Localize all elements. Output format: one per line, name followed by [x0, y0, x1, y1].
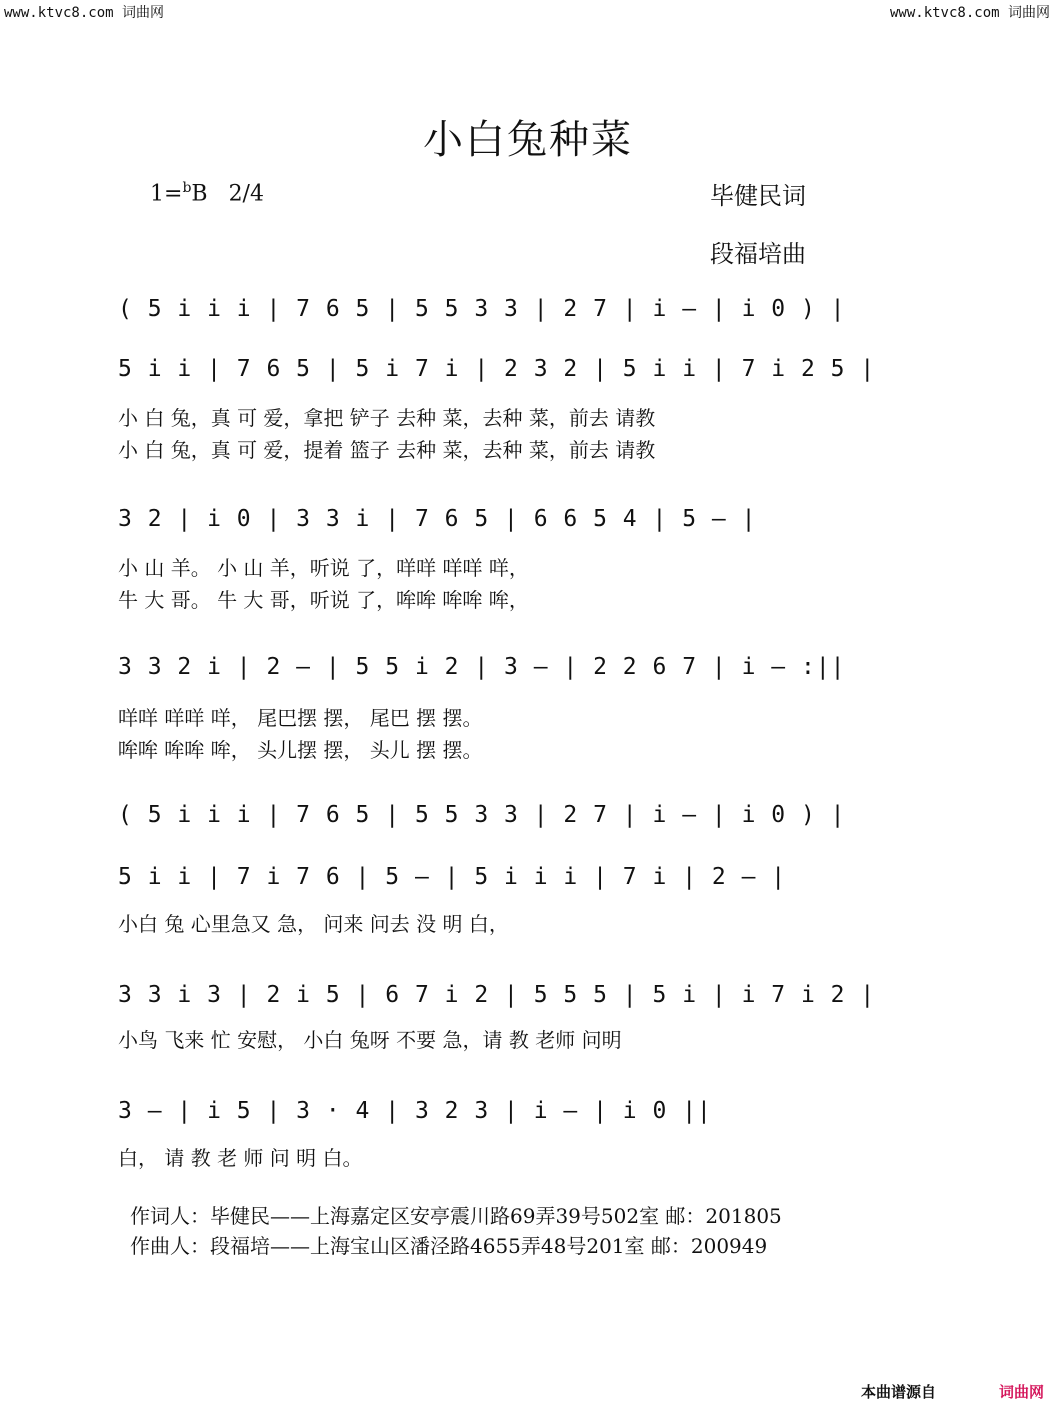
notation-line-1: ( 5 i i i | 7 6 5 | 5 5 3 3 | 2 7 | i — | i 0 ) | [118, 296, 846, 322]
key-signature [150, 180, 264, 206]
song-title: 小白兔种菜 [423, 117, 633, 163]
notation-line-6: 5 i i | 7 i 7 6 | 5 — | 5 i i i | 7 i | 2 — | [118, 864, 787, 890]
lyric-line-9: 白， 请 教 老 师 问 明 白。 [118, 1146, 363, 1170]
notation-line-4: 3 3 2 i | 2 — | 5 5 i 2 | 3 — | 2 2 6 7 | i — :|| [118, 654, 846, 680]
time-signature: 2/4 [228, 181, 264, 207]
notation-line-3: 3 2 | i 0 | 3 3 i | 7 6 5 | 6 6 5 4 | 5 — | [118, 506, 757, 532]
watermark-left: www.ktvc8.com 词曲网 [4, 5, 165, 21]
flat-sign: b [182, 180, 192, 196]
lyricist-contact: 作词人：毕健民——上海嘉定区安亭震川路69弄39号502室 邮：201805 [130, 1204, 782, 1228]
lyric-line-2: 小 白 兔，真 可 爱，提着 篮子 去种 菜，去种 菜，前去 请教 [118, 438, 656, 462]
lyric-line-4: 牛 大 哥。 牛 大 哥，听说 了，哞哞 哞哞 哞， [118, 588, 529, 612]
key-prefix: 1= [150, 181, 183, 207]
notation-line-7: 3 3 i 3 | 2 i 5 | 6 7 i 2 | 5 5 5 | 5 i | i 7 i 2 | [118, 982, 876, 1008]
key-note: B [191, 181, 208, 207]
notation-line-5: ( 5 i i i | 7 6 5 | 5 5 3 3 | 2 7 | i — | i 0 ) | [118, 802, 846, 828]
lyric-line-7: 小白 兔 心里急又 急， 问来 问去 没 明 白， [118, 912, 509, 936]
source-label: 本曲谱源自 [860, 1383, 936, 1401]
source-site-logo: 词曲网 [998, 1383, 1044, 1401]
lyric-line-6: 哞哞 哞哞 哞， 头儿摆 摆， 头儿 摆 摆。 [118, 738, 483, 762]
notation-line-2: 5 i i | 7 6 5 | 5 i 7 i | 2 3 2 | 5 i i | 7 i 2 5 | [118, 356, 876, 382]
watermark-right: www.ktvc8.com 词曲网 [889, 5, 1050, 21]
lyricist-credit: 毕健民词 [710, 182, 806, 210]
lyric-line-3: 小 山 羊。 小 山 羊，听说 了，咩咩 咩咩 咩， [118, 556, 529, 580]
lyric-line-1: 小 白 兔，真 可 爱，拿把 铲子 去种 菜，去种 菜，前去 请教 [118, 406, 656, 430]
composer-credit: 段福培曲 [710, 240, 806, 268]
lyric-line-5: 咩咩 咩咩 咩， 尾巴摆 摆， 尾巴 摆 摆。 [118, 706, 483, 730]
composer-contact: 作曲人：段福培——上海宝山区潘泾路4655弄48号201室 邮：200949 [130, 1234, 768, 1258]
notation-line-8: 3 — | i 5 | 3 · 4 | 3 2 3 | i — | i 0 || [118, 1098, 712, 1124]
lyric-line-8: 小鸟 飞来 忙 安慰， 小白 兔呀 不要 急，请 教 老师 问明 [118, 1028, 622, 1052]
